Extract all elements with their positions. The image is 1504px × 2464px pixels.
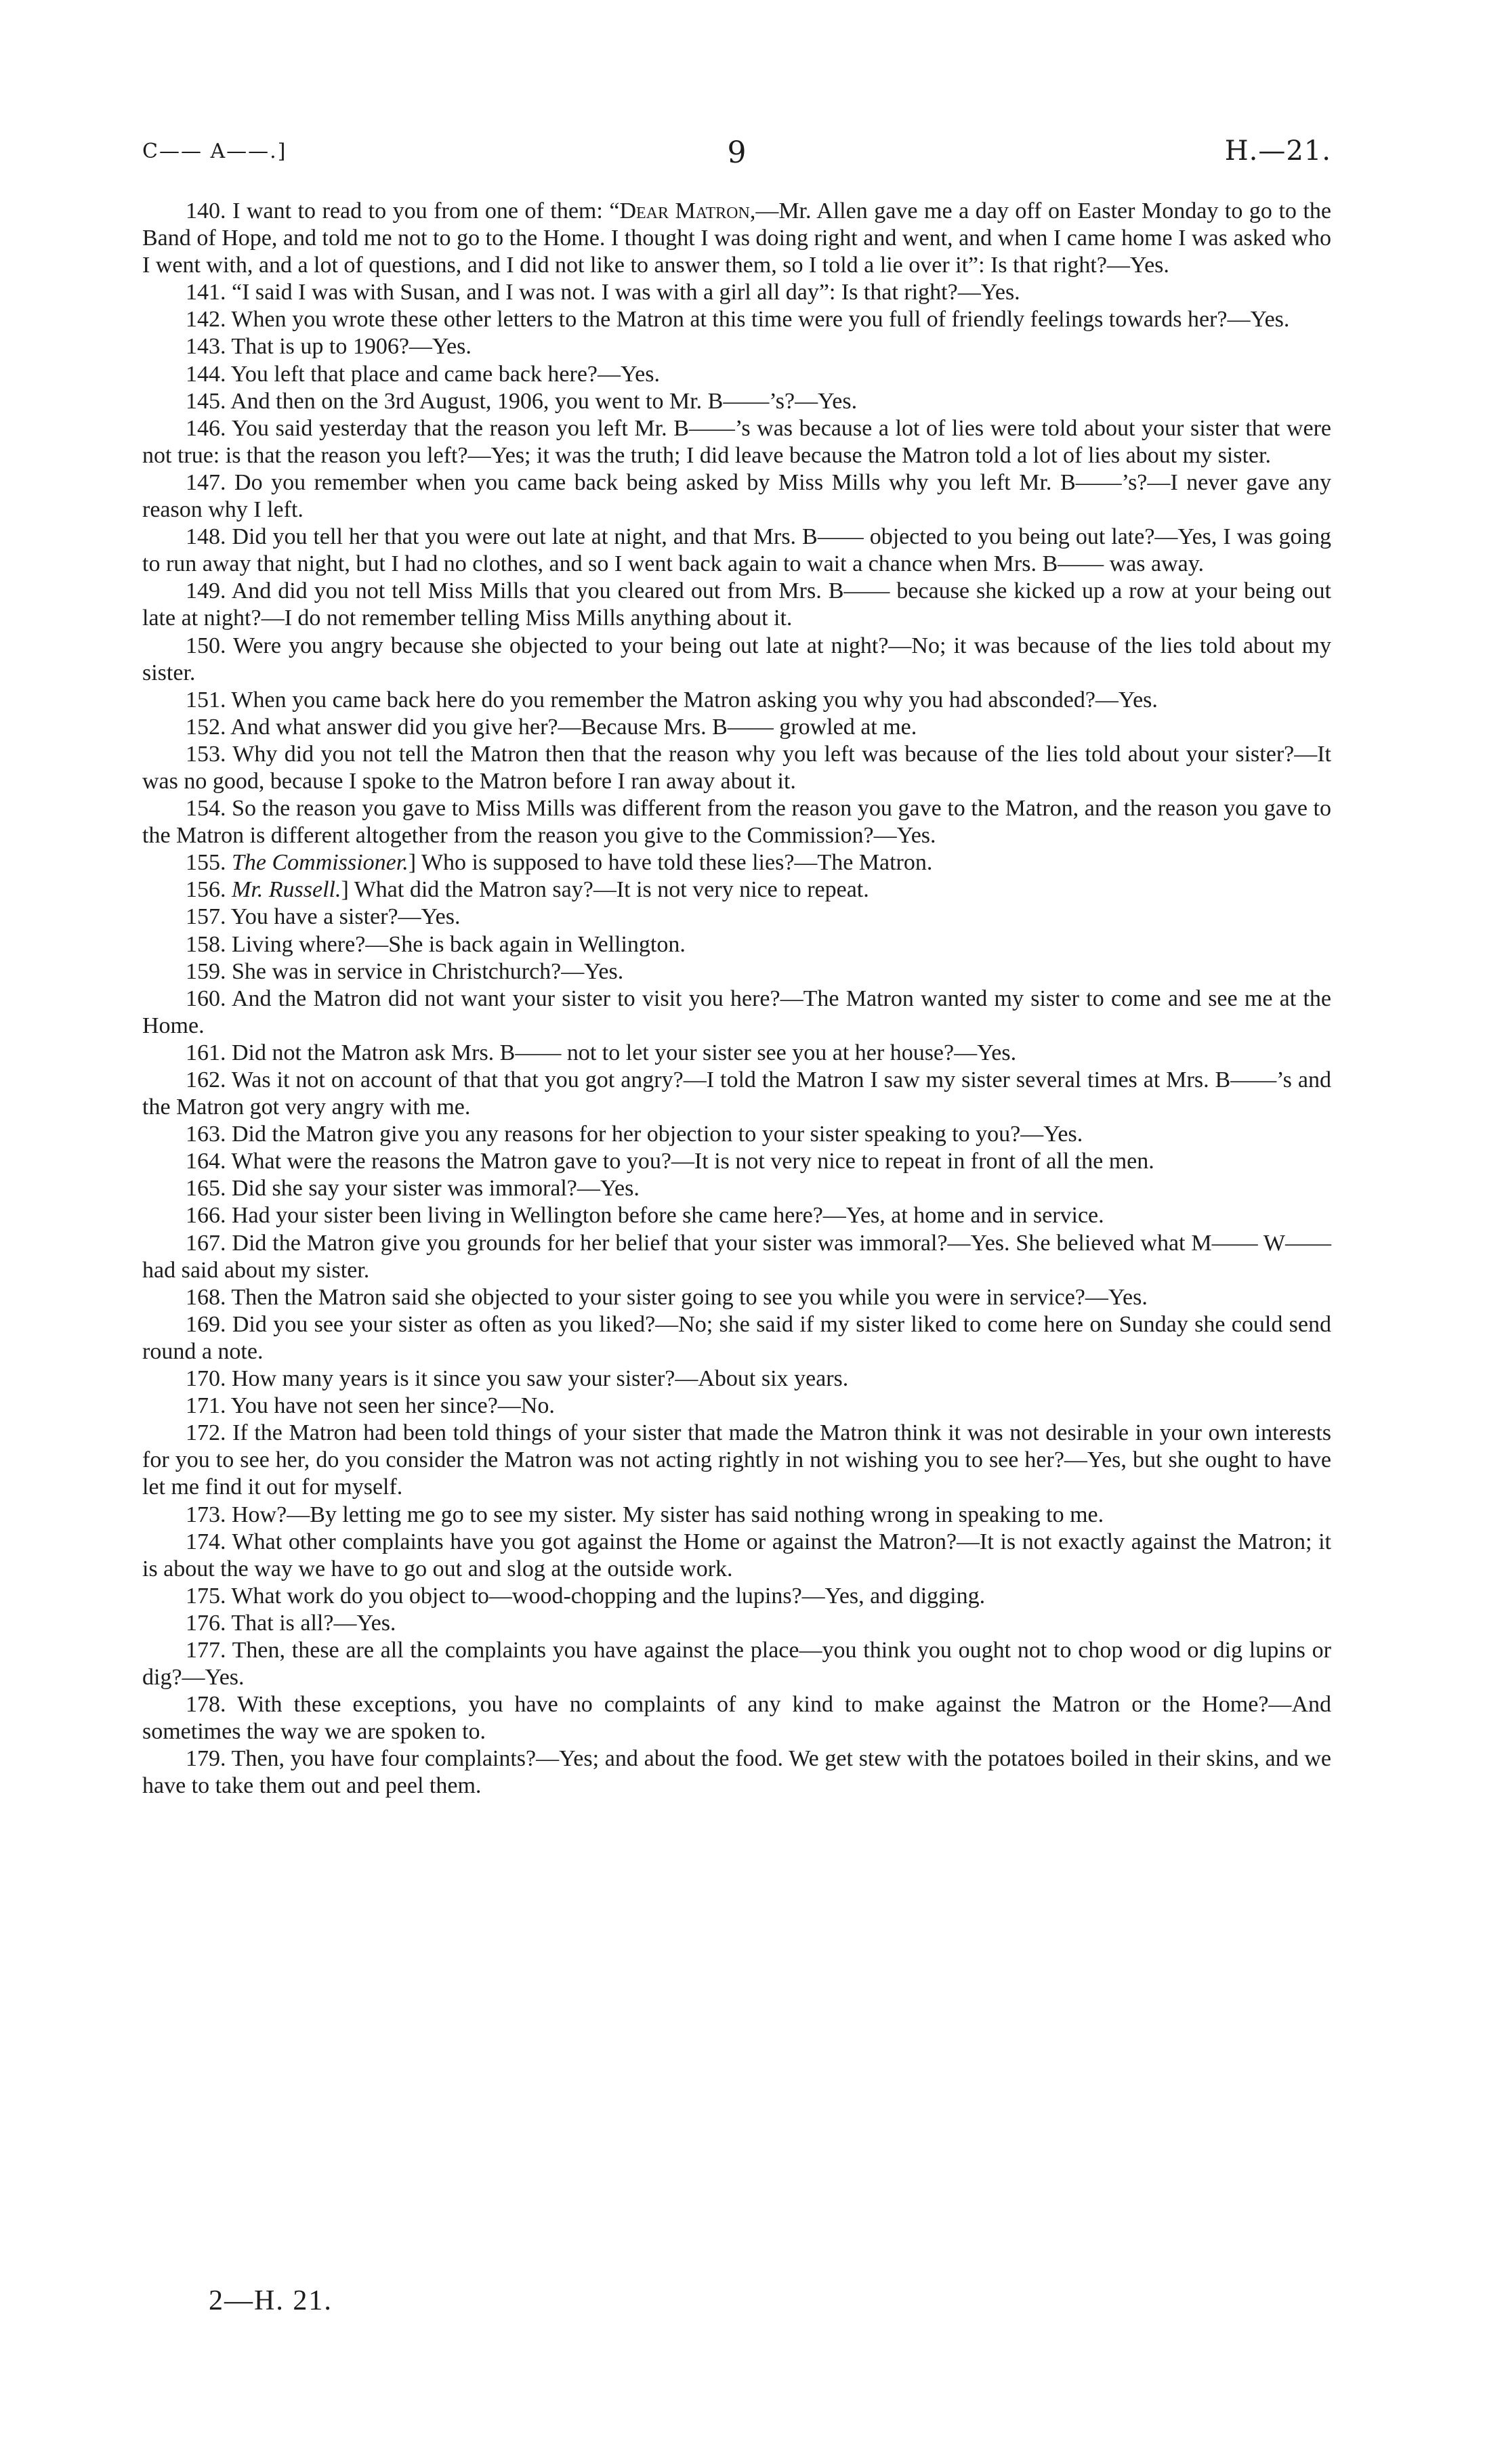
question-number: 149. xyxy=(186,578,226,604)
question-number: 162. xyxy=(186,1067,226,1092)
question-number: 173. xyxy=(186,1502,226,1527)
question-answer-text: When you wrote these other letters to the Matron at this time were you full of friendly feelings towards her?—Yes. xyxy=(231,307,1290,333)
question-paragraph xyxy=(142,1393,1331,1420)
question-answer-text: Were you angry because she objected to your being out late at night?—No; it was because of the lies told about my sister. xyxy=(142,633,1331,685)
question-paragraph xyxy=(142,361,1331,388)
question-answer-text: You have not seen her since?—No. xyxy=(230,1393,555,1419)
question-paragraph xyxy=(142,1067,1331,1121)
question-answer-text: Did not the Matron ask Mrs. B—— not to let your sister see you at her house?—Yes. xyxy=(232,1040,1017,1065)
question-paragraph xyxy=(142,1583,1331,1610)
question-answer-text: ] Who is supposed to have told these lies?—The Matron. xyxy=(408,850,933,876)
question-number: 148. xyxy=(186,524,226,550)
question-answer-text: Did she say your sister was immoral?—Yes. xyxy=(232,1176,640,1202)
question-answer-text: ,—Mr. Allen gave me a day off on Easter Monday to go to the Band of Hope, and told me not to go to the Home. I thought I was doing right and went, and when I came home I was asked who I went with, and a lot of questions, and I did not like to answer them, so I told a lie over it”: Is that right?—Yes. xyxy=(142,198,1331,278)
question-paragraph xyxy=(142,741,1331,795)
question-paragraph xyxy=(142,333,1331,360)
question-answer-text: What work do you object to—wood-chopping and the lupins?—Yes, and digging. xyxy=(231,1583,986,1609)
question-answer-text: And what answer did you give her?—Because Mrs. B—— growled at me. xyxy=(230,714,917,740)
question-answer-text: And the Matron did not want your sister to visit you here?—The Matron wanted my sister to come and see me at the Home. xyxy=(142,985,1332,1038)
question-number: 177. xyxy=(186,1637,226,1663)
question-paragraph xyxy=(142,279,1331,306)
question-paragraph xyxy=(142,1502,1331,1529)
question-paragraph xyxy=(142,633,1331,687)
question-answer-text: Was it not on account of that that you got angry?—I told the Matron I saw my sister several times at Mrs. B——’s and the Matron got very angry with me. xyxy=(142,1067,1331,1120)
header-running-title: C—— A——.] xyxy=(142,140,287,163)
question-number: 179. xyxy=(186,1746,226,1772)
question-paragraph xyxy=(142,415,1331,469)
question-answer-text: Did the Matron give you any reasons for her objection to your sister speaking to you?—Yes. xyxy=(232,1122,1083,1147)
question-answer-text: Then, you have four complaints?—Yes; and about the food. We get stew with the potatoes boiled in their skins, and we have to take them out and peel them. xyxy=(142,1746,1331,1799)
question-paragraph xyxy=(142,1420,1331,1501)
question-answer-text: Do you remember when you came back being asked by Miss Mills why you left Mr. B——’s?—I never gave any reason why I left. xyxy=(142,469,1332,523)
question-number: 155. xyxy=(186,850,226,876)
speaker-name: The Commissioner. xyxy=(232,850,409,876)
question-answer-text: What were the reasons the Matron gave to you?—It is not very nice to repeat in front of all the men. xyxy=(231,1149,1154,1174)
question-number: 159. xyxy=(186,958,226,984)
question-paragraph xyxy=(142,795,1331,849)
question-paragraph xyxy=(142,1148,1331,1175)
question-paragraph xyxy=(142,1529,1331,1583)
question-paragraph xyxy=(142,198,1331,279)
question-paragraph xyxy=(142,1121,1331,1148)
question-paragraph xyxy=(142,1637,1331,1691)
question-number: 146. xyxy=(186,415,226,441)
question-number: 166. xyxy=(186,1203,226,1229)
question-number: 145. xyxy=(186,388,226,414)
question-paragraph xyxy=(142,904,1331,931)
question-number: 161. xyxy=(186,1040,226,1065)
question-number: 144. xyxy=(186,361,226,387)
question-number: 175. xyxy=(186,1583,226,1609)
question-number: 171. xyxy=(186,1393,226,1419)
question-answer-text: Then the Matron said she objected to your sister going to see you while you were in service?—Yes. xyxy=(231,1284,1148,1310)
question-answer-text: With these exceptions, you have no complaints of any kind to make against the Matron or the Home?—And sometimes the way we are spoken to. xyxy=(142,1692,1331,1745)
question-number: 168. xyxy=(186,1284,226,1310)
question-answer-text: How many years is it since you saw your sister?—About six years. xyxy=(232,1366,849,1392)
question-number: 147. xyxy=(186,469,226,495)
question-number: 172. xyxy=(186,1420,226,1446)
question-answer-text: How?—By letting me go to see my sister. My sister has said nothing wrong in speaking to me. xyxy=(232,1502,1104,1527)
question-answer-text: Then, these are all the complaints you have against the place—you think you ought not to chop wood or dig lupins or dig?—Yes. xyxy=(142,1637,1331,1691)
question-paragraph xyxy=(142,388,1331,415)
question-number: 164. xyxy=(186,1149,226,1174)
question-number: 163. xyxy=(186,1122,226,1147)
question-number: 141. xyxy=(186,280,226,305)
question-number: 140. xyxy=(186,198,226,224)
question-number: 154. xyxy=(186,796,226,822)
question-answer-text: What other complaints have you got against the Home or against the Matron?—It is not exactly against the Matron; it is about the way we have to go out and slog at the outside work. xyxy=(142,1529,1331,1581)
question-number: 157. xyxy=(186,904,226,930)
question-answer-text: When you came back here do you remember the Matron asking you why you had absconded?—Yes. xyxy=(231,687,1158,713)
question-number: 178. xyxy=(186,1692,226,1718)
question-paragraph xyxy=(142,849,1331,876)
question-paragraph xyxy=(142,1284,1331,1311)
signature-mark: 2—H. 21. xyxy=(209,2285,333,2316)
question-number: 170. xyxy=(186,1366,226,1392)
question-answer-text: And did you not tell Miss Mills that you cleared out from Mrs. B—— because she kicked up a row at your being out late at night?—I do not remember telling Miss Mills anything about it. xyxy=(142,578,1331,631)
question-paragraph xyxy=(142,1202,1331,1229)
question-answer-text: If the Matron had been told things of your sister that made the Matron think it was not desirable in your own interests for you to see her, do you consider the Matron was not acting rightly in not wishing you to see her?—Yes, but she ought to have let me find it out for myself. xyxy=(142,1420,1332,1500)
question-answer-text: “I said I was with Susan, and I was not. I was with a girl all day”: Is that right?—Yes. xyxy=(232,280,1020,305)
question-number: 176. xyxy=(186,1610,226,1636)
question-answer-text: Had your sister been living in Wellington before she came here?—Yes, at home and in service. xyxy=(232,1203,1104,1229)
question-paragraph xyxy=(142,958,1331,985)
question-answer-text: Did you tell her that you were out late at night, and that Mrs. B—— objected to you being out late?—Yes, I was going to run away that night, but I had no clothes, and so I went back again to wait a chance when Mrs. B—— was away. xyxy=(142,524,1332,577)
document-reference: H.—21. xyxy=(1224,135,1331,167)
testimony-body xyxy=(142,198,1331,1800)
question-answer-text: Living where?—She is back again in Wellington. xyxy=(232,931,686,957)
question-paragraph xyxy=(142,524,1331,578)
letter-salutation: Dear Matron xyxy=(619,198,750,224)
question-number: 153. xyxy=(186,741,226,767)
page-number: 9 xyxy=(727,135,747,170)
question-answer-text: You left that place and came back here?—Yes. xyxy=(230,361,660,387)
question-number: 152. xyxy=(186,714,226,740)
question-answer-text: That is up to 1906?—Yes. xyxy=(231,334,472,360)
question-answer-text: And then on the 3rd August, 1906, you went to Mr. B——’s?—Yes. xyxy=(230,388,858,414)
question-number: 174. xyxy=(186,1529,226,1554)
question-paragraph xyxy=(142,1745,1331,1800)
question-number: 143. xyxy=(186,334,226,360)
question-number: 160. xyxy=(186,985,226,1011)
page-header xyxy=(142,135,1331,176)
question-number: 150. xyxy=(186,633,226,658)
question-paragraph xyxy=(142,1175,1331,1202)
question-paragraph xyxy=(142,1610,1331,1637)
quote-lead: I want to read to you from one of them: “ xyxy=(232,198,620,224)
question-number: 142. xyxy=(186,307,226,333)
question-number: 165. xyxy=(186,1176,226,1202)
question-paragraph xyxy=(142,469,1331,524)
question-answer-text: ] What did the Matron say?—It is not very nice to repeat. xyxy=(341,877,869,903)
question-paragraph xyxy=(142,1311,1331,1365)
question-paragraph xyxy=(142,876,1331,904)
question-number: 151. xyxy=(186,687,226,713)
question-answer-text: Why did you not tell the Matron then that the reason why you left was because of the lies told about your sister?—It was no good, because I spoke to the Matron before I ran away about it. xyxy=(142,741,1331,794)
question-paragraph xyxy=(142,578,1331,632)
question-answer-text: That is all?—Yes. xyxy=(231,1610,396,1636)
question-number: 158. xyxy=(186,931,226,957)
question-paragraph xyxy=(142,1230,1331,1284)
question-answer-text: You have a sister?—Yes. xyxy=(230,904,461,930)
question-paragraph xyxy=(142,985,1331,1040)
question-number: 167. xyxy=(186,1230,226,1256)
question-answer-text: You said yesterday that the reason you left Mr. B——’s was because a lot of lies were told about your sister that were not true: is that the reason you left?—Yes; it was the truth; I did leave because the Matron told a lot of lies about my sister. xyxy=(142,415,1331,468)
question-number: 156. xyxy=(186,877,226,903)
question-paragraph xyxy=(142,1691,1331,1745)
question-answer-text: She was in service in Christchurch?—Yes. xyxy=(232,958,624,984)
question-paragraph xyxy=(142,931,1331,958)
question-answer-text: So the reason you gave to Miss Mills was different from the reason you gave to the Matron, and the reason you gave to the Matron is different altogether from the reason you give to the Commission?—Yes. xyxy=(142,796,1331,849)
question-number: 169. xyxy=(186,1311,226,1337)
question-answer-text: Did you see your sister as often as you liked?—No; she said if my sister liked to come here on Sunday she could send round a note. xyxy=(142,1311,1331,1364)
question-paragraph xyxy=(142,1040,1331,1067)
question-paragraph xyxy=(142,306,1331,333)
question-paragraph xyxy=(142,687,1331,714)
speaker-name: Mr. Russell. xyxy=(232,877,341,903)
question-answer-text: Did the Matron give you grounds for her belief that your sister was immoral?—Yes. She believed what M—— W—— had said about my sister. xyxy=(142,1230,1331,1283)
question-paragraph xyxy=(142,714,1331,741)
question-paragraph xyxy=(142,1365,1331,1393)
